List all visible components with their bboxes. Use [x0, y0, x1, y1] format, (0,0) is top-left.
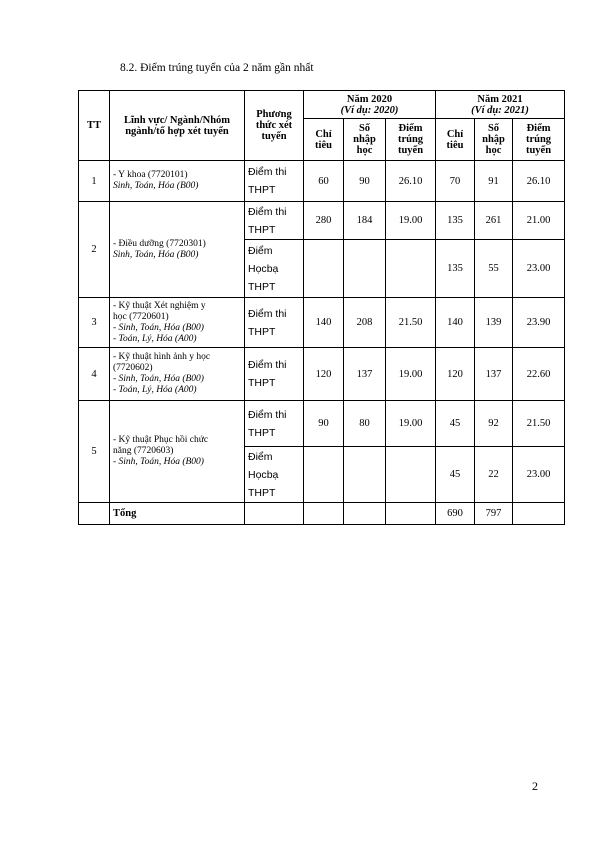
value-cell [344, 240, 386, 298]
value-cell [344, 447, 386, 503]
value-cell: 261 [475, 202, 513, 240]
section-heading: 8.2. Điểm trúng tuyển của 2 năm gần nhất [120, 62, 314, 74]
header-method-line: thức xét [255, 120, 293, 131]
table-row [79, 401, 565, 447]
admission-method [245, 401, 304, 447]
major-name-line: - Điều dưỡng (7720301) [113, 238, 206, 249]
value-cell: 19.00 [386, 348, 436, 401]
value-cell: 23.00 [513, 240, 565, 298]
value-cell [386, 447, 436, 503]
value-cell: 137 [475, 348, 513, 401]
row-number: 4 [79, 348, 110, 401]
major-name-line: năng (7720603) [113, 446, 174, 456]
header-tt: TT [79, 91, 110, 161]
method-line: THPT [248, 325, 276, 338]
major-name-line: - Y khoa (7720101) [113, 170, 188, 180]
row-number: 3 [79, 298, 110, 348]
admission-method [245, 161, 304, 202]
method-line: Điểm [248, 244, 273, 257]
method-line: Điểm thi [248, 408, 287, 421]
value-cell: 21.50 [386, 298, 436, 348]
method-line: Họcbạ [248, 468, 279, 481]
value-cell: 90 [304, 401, 344, 447]
major-name-line: (7720602) [113, 363, 153, 373]
header-method-line: Phương [256, 109, 292, 120]
value-cell: 45 [436, 401, 475, 447]
major-cell [110, 298, 245, 348]
value-cell: 135 [436, 240, 475, 298]
admission-method [245, 447, 304, 503]
value-cell: 22.60 [513, 348, 565, 401]
subject-combination: - Toán, Lý, Hóa (A00) [113, 333, 197, 344]
value-cell: 45 [436, 447, 475, 503]
total-value-cell [386, 503, 436, 525]
h-line: tiêu [446, 139, 464, 151]
h-line: Điểm [398, 123, 423, 134]
value-cell: 140 [436, 298, 475, 348]
row-number: 1 [79, 161, 110, 202]
method-line: Điểm thi [248, 166, 287, 178]
value-cell: 91 [475, 161, 513, 202]
method-line: THPT [248, 486, 276, 499]
total-value-cell [344, 503, 386, 525]
h-line: Chỉ [315, 128, 332, 140]
h-line: học [485, 145, 502, 156]
value-cell: 19.00 [386, 401, 436, 447]
header-field [110, 91, 245, 161]
value-cell: 21.00 [513, 202, 565, 240]
header-method-line: tuyển [261, 131, 287, 142]
h-line: nhập [482, 134, 505, 145]
method-line: THPT [248, 184, 276, 196]
major-cell [110, 401, 245, 503]
value-cell: 26.10 [386, 161, 436, 202]
value-cell: 120 [304, 348, 344, 401]
admission-method [245, 202, 304, 240]
method-line: Điểm thi [248, 205, 287, 218]
h-line: Chỉ [446, 128, 464, 140]
empty-cell [245, 503, 304, 525]
value-cell: 140 [304, 298, 344, 348]
major-name-line: - Kỹ thuật Phục hồi chức [113, 435, 209, 445]
row-number: 5 [79, 401, 110, 503]
header-so-nhap-hoc-2021 [475, 119, 513, 161]
method-line: THPT [248, 223, 276, 236]
subject-combination: Sinh, Toán, Hóa (B00) [113, 249, 199, 260]
method-line: Điểm thi [248, 359, 287, 371]
table-row [79, 298, 565, 348]
value-cell: 19.00 [386, 202, 436, 240]
year-2020-example: (Ví dụ: 2020) [340, 104, 399, 116]
header-method [245, 91, 304, 161]
header-so-nhap-hoc-2020 [344, 119, 386, 161]
header-chi-tieu-2021 [436, 119, 475, 161]
subject-combination: Sinh, Toán, Hóa (B00) [113, 181, 199, 191]
year-2020-title: Năm 2020 [346, 93, 393, 105]
method-line: THPT [248, 280, 276, 293]
method-line: Họcbạ [248, 262, 279, 275]
h-line: học [356, 145, 373, 156]
value-cell: 55 [475, 240, 513, 298]
value-cell: 90 [344, 161, 386, 202]
header-field-line: Lĩnh vực/ Ngành/Nhóm [123, 114, 231, 126]
value-cell [386, 240, 436, 298]
value-cell [304, 447, 344, 503]
value-cell: 137 [344, 348, 386, 401]
h-line: Số [358, 123, 371, 134]
value-cell: 135 [436, 202, 475, 240]
total-value-cell: 797 [475, 503, 513, 525]
h-line: tiêu [315, 139, 332, 151]
h-line: trúng [397, 134, 424, 145]
total-label: Tổng [110, 503, 245, 525]
admission-method [245, 348, 304, 401]
total-value-cell: 690 [436, 503, 475, 525]
method-line: Điểm thi [248, 307, 287, 320]
value-cell: 23.90 [513, 298, 565, 348]
year-2021-example: (Ví dụ: 2021) [471, 104, 529, 116]
empty-cell [79, 503, 110, 525]
header-diem-2020 [386, 119, 436, 161]
value-cell: 184 [344, 202, 386, 240]
subject-combination: - Sinh, Toán, Hóa (B00) [113, 374, 204, 384]
header-diem-2021 [513, 119, 565, 161]
admission-method [245, 298, 304, 348]
h-line: tuyển [525, 145, 552, 156]
major-cell [110, 348, 245, 401]
h-line: Điểm [526, 123, 551, 134]
table-row [79, 161, 565, 202]
subject-combination: - Sinh, Toán, Hóa (B00) [113, 457, 204, 467]
total-value-cell [304, 503, 344, 525]
row-number: 2 [79, 202, 110, 298]
admission-score-table [78, 90, 565, 525]
value-cell: 22 [475, 447, 513, 503]
header-chi-tieu-2020 [304, 119, 344, 161]
method-line: Điểm [248, 450, 273, 463]
value-cell: 60 [304, 161, 344, 202]
value-cell: 26.10 [513, 161, 565, 202]
header-field-line: ngành/tổ hợp xét tuyển [125, 125, 229, 137]
h-line: tuyển [397, 145, 424, 156]
admission-method [245, 240, 304, 298]
h-line: trúng [525, 134, 552, 145]
major-name-line: - Kỹ thuật Xét nghiệm y [113, 300, 206, 311]
value-cell: 80 [344, 401, 386, 447]
header-year-2021 [436, 91, 565, 119]
header-year-2020 [304, 91, 436, 119]
value-cell [304, 240, 344, 298]
method-line: THPT [248, 426, 276, 439]
major-cell [110, 161, 245, 202]
page-number: 2 [532, 779, 538, 793]
value-cell: 208 [344, 298, 386, 348]
total-value-cell [513, 503, 565, 525]
value-cell: 21.50 [513, 401, 565, 447]
value-cell: 92 [475, 401, 513, 447]
major-name-line: - Kỹ thuật hình ảnh y học [113, 352, 211, 362]
table-row [79, 202, 565, 240]
value-cell: 23.00 [513, 447, 565, 503]
h-line: nhập [353, 134, 376, 145]
total-row [79, 503, 565, 525]
value-cell: 70 [436, 161, 475, 202]
h-line: Số [487, 123, 500, 134]
method-line: THPT [248, 377, 276, 389]
major-cell [110, 202, 245, 298]
value-cell: 280 [304, 202, 344, 240]
year-2021-title: Năm 2021 [477, 93, 523, 105]
table-row [79, 348, 565, 401]
subject-combination: - Sinh, Toán, Hóa (B00) [113, 322, 204, 333]
value-cell: 120 [436, 348, 475, 401]
major-name-line: học (7720601) [113, 311, 169, 322]
value-cell: 139 [475, 298, 513, 348]
subject-combination: - Toán, Lý, Hóa (A00) [113, 385, 197, 395]
